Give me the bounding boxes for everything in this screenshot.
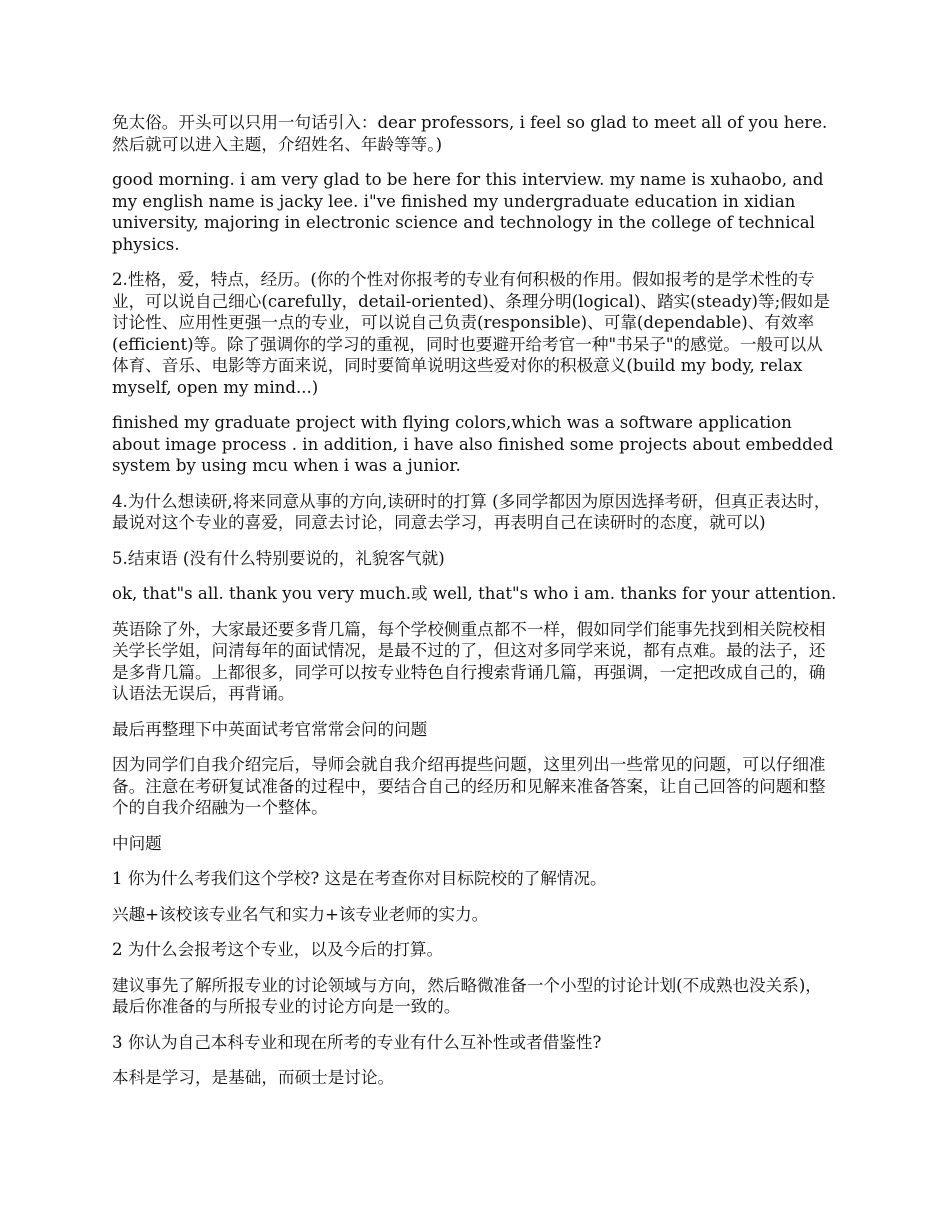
paragraph-projects: finished my graduate project with flying colors,which was a software application about image process . in addition, i have also finished some projects about embedded system by using mcu when i was a junior. bbox=[112, 413, 834, 475]
paragraph-intro-tip: 免太俗。开头可以只用一句话引入：dear professors, i feel so glad to meet all of you here. 然后就可以进入主题，介绍姓名、年龄等等。) bbox=[112, 113, 828, 154]
paragraph-sample-intro: good morning. i am very glad to be here for this interview. my name is xuhaobo, and my english name is jacky lee. i"ve finished my undergraduate education in xidian university, majoring in electronic science and technology in the college of technical physics. bbox=[112, 170, 824, 254]
question-1: 1 你为什么考我们这个学校? 这是在考查你对目标院校的了解情况。 bbox=[112, 869, 607, 888]
paragraph-section-title: 中问题 bbox=[112, 833, 162, 853]
paragraph-closing-heading: 5.结束语 (没有什么特别要说的，礼貌客气就) bbox=[112, 548, 445, 568]
document-body bbox=[112, 112, 838, 1089]
paragraph-personality: 2.性格，爱，特点，经历。(你的个性对你报考的专业有何积极的作用。假如报考的是学术性的专业，可以说自己细心(carefully，detail-oriented)、条理分明(logical)、踏实(steady)等;假如是讨论性、应用性更强一点的专业，可以说自己负责(responsible)、可靠(dependable)、有效率(efficient)等。除了强调你的学习的重视，同时也要避开给考官一种"书呆子"的感觉。一般可以从体育、音乐、电影等方面来说，同时要简单说明这些爱对你的积极意义(build my body, relax myself, open my mind...) bbox=[112, 270, 830, 397]
answer-1: 兴趣+该校该专业名气和实力+该专业老师的实力。 bbox=[112, 904, 489, 924]
answer-2: 建议事先了解所报专业的讨论领域与方向，然后略微准备一个小型的讨论计划(不成熟也没关系)，最后你准备的与所报专业的讨论方向是一致的。 bbox=[112, 975, 822, 1016]
question-2: 2 为什么会报考这个专业，以及今后的打算。 bbox=[112, 940, 444, 959]
answer-3: 本科是学习，是基础，而硕士是讨论。 bbox=[112, 1068, 395, 1087]
paragraph-questions-intro: 因为同学们自我介绍完后，导师会就自我介绍再提些问题，这里列出一些常见的问题，可以仔细准备。注意在考研复试准备的过程中，要结合自己的经历和见解来准备答案，让自己回答的问题和整个的自我介绍融为一个整体。 bbox=[112, 755, 826, 817]
paragraph-memorize-advice: 英语除了外，大家最还要多背几篇，每个学校侧重点都不一样，假如同学们能事先找到相关院校相关学长学姐，问清每年的面试情况，是最不过的了，但这对多同学来说，都有点难。最的法子，还是多背几篇。上都很多，同学可以按专业特色自行搜索背诵几篇，再强调，一定把改成自己的，确认语法无误后，再背诵。 bbox=[112, 619, 826, 703]
paragraph-closing-sample: ok, that"s all. thank you very much.或 well, that"s who i am. thanks for your attention. bbox=[112, 584, 837, 603]
paragraph-questions-heading: 最后再整理下中英面试考官常常会问的问题 bbox=[112, 719, 428, 739]
paragraph-why-graduate: 4.为什么想读研,将来同意从事的方向,读研时的打算 (多同学都因为原因选择考研，但真正表达时，最说对这个专业的喜爱，同意去讨论，同意去学习，再表明自己在读研时的态度，就可以) bbox=[112, 491, 831, 532]
question-3: 3 你认为自己本科专业和现在所考的专业有什么互补性或者借鉴性? bbox=[112, 1032, 602, 1052]
